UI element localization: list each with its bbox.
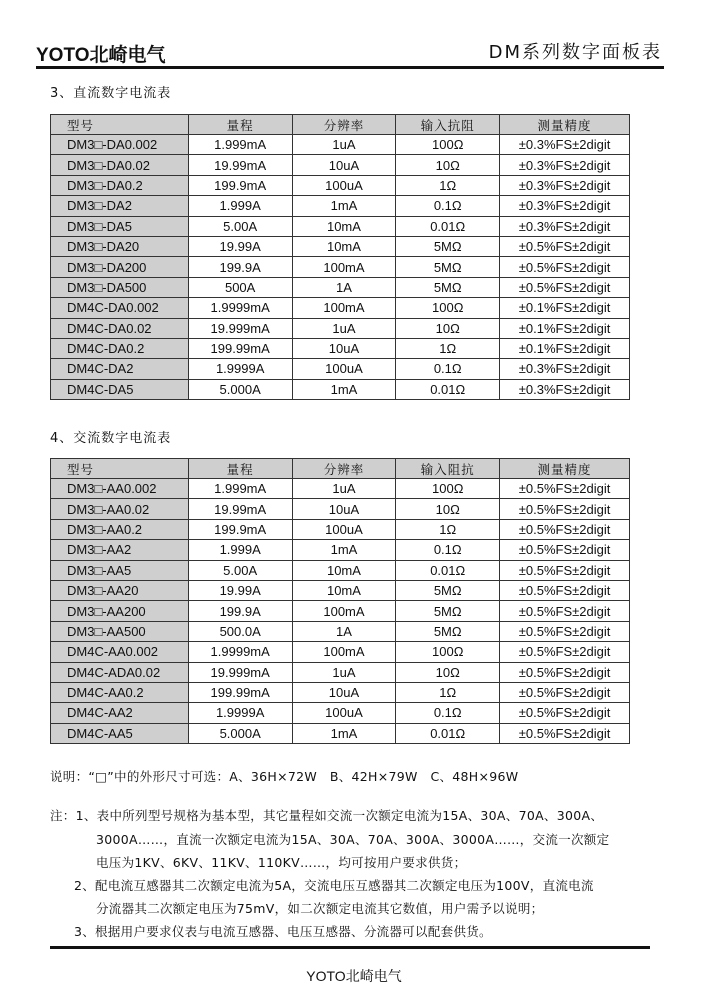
range-cell: 199.9A xyxy=(188,257,292,277)
resolution-cell: 1mA xyxy=(292,540,396,560)
accuracy-cell: ±0.5%FS±2digit xyxy=(500,621,630,641)
accuracy-cell: ±0.5%FS±2digit xyxy=(500,519,630,539)
model-cell: DM4C-DA5 xyxy=(51,379,189,399)
input-impedance-cell: 100Ω xyxy=(396,642,500,662)
range-cell: 19.99A xyxy=(188,236,292,256)
resolution-cell: 100mA xyxy=(292,642,396,662)
ac-table-body xyxy=(51,479,630,744)
input-impedance-cell: 0.1Ω xyxy=(396,359,500,379)
resolution-cell: 10uA xyxy=(292,338,396,358)
document-title: DM系列数字面板表 xyxy=(488,42,662,63)
range-cell: 5.000A xyxy=(188,723,292,743)
input-impedance-cell: 1Ω xyxy=(396,519,500,539)
column-header-accuracy: 测量精度 xyxy=(500,459,630,479)
dc-current-table xyxy=(50,114,630,400)
range-cell: 1.999mA xyxy=(188,135,292,155)
model-cell: DM3□-AA2 xyxy=(51,540,189,560)
input-impedance-cell: 1Ω xyxy=(396,338,500,358)
table-row xyxy=(51,662,630,682)
column-header-resolution: 分辨率 xyxy=(292,459,396,479)
input-impedance-cell: 0.1Ω xyxy=(396,540,500,560)
table-row xyxy=(51,560,630,580)
section-title-dc: 3、直流数字电流表 xyxy=(50,86,172,101)
model-cell: DM3□-DA0.002 xyxy=(51,135,189,155)
model-cell: DM4C-ADA0.02 xyxy=(51,662,189,682)
input-impedance-cell: 0.01Ω xyxy=(396,216,500,236)
input-impedance-cell: 0.01Ω xyxy=(396,379,500,399)
input-impedance-cell: 0.1Ω xyxy=(396,703,500,723)
resolution-cell: 10mA xyxy=(292,236,396,256)
resolution-cell: 10mA xyxy=(292,560,396,580)
resolution-cell: 100mA xyxy=(292,298,396,318)
model-cell: DM4C-DA0.02 xyxy=(51,318,189,338)
range-cell: 1.9999mA xyxy=(188,642,292,662)
table-row xyxy=(51,642,630,662)
model-cell: DM3□-DA500 xyxy=(51,277,189,297)
resolution-cell: 1uA xyxy=(292,135,396,155)
accuracy-cell: ±0.5%FS±2digit xyxy=(500,277,630,297)
column-header-model: 型号 xyxy=(51,459,189,479)
note-line-2: 3000A……，直流一次额定电流为15A、30A、70A、300A、3000A……，交流一次额定 xyxy=(96,832,610,847)
resolution-cell: 100uA xyxy=(292,175,396,195)
table-row xyxy=(51,298,630,318)
range-cell: 199.9mA xyxy=(188,175,292,195)
range-cell: 1.999A xyxy=(188,540,292,560)
range-cell: 1.9999A xyxy=(188,703,292,723)
accuracy-cell: ±0.3%FS±2digit xyxy=(500,196,630,216)
table-row xyxy=(51,196,630,216)
model-cell: DM4C-DA0.002 xyxy=(51,298,189,318)
accuracy-cell: ±0.3%FS±2digit xyxy=(500,175,630,195)
column-header-input-impedance: 输入阻抗 xyxy=(396,459,500,479)
model-cell: DM3□-AA0.2 xyxy=(51,519,189,539)
range-cell: 1.999A xyxy=(188,196,292,216)
model-cell: DM3□-DA2 xyxy=(51,196,189,216)
resolution-cell: 1mA xyxy=(292,723,396,743)
model-cell: DM3□-AA20 xyxy=(51,580,189,600)
note-line-3: 电压为1KV、6KV、11KV、110KV……，均可按用户要求供货； xyxy=(96,855,467,870)
table-row xyxy=(51,499,630,519)
accuracy-cell: ±0.1%FS±2digit xyxy=(500,298,630,318)
range-cell: 19.99mA xyxy=(188,155,292,175)
table-row xyxy=(51,135,630,155)
resolution-cell: 10mA xyxy=(292,580,396,600)
table-row xyxy=(51,682,630,702)
table-row xyxy=(51,155,630,175)
input-impedance-cell: 100Ω xyxy=(396,135,500,155)
resolution-cell: 10uA xyxy=(292,682,396,702)
note-line-6: 3、根据用户要求仪表与电流互感器、电压互感器、分流器可以配套供货。 xyxy=(74,924,492,939)
section-title-ac: 4、交流数字电流表 xyxy=(50,431,172,446)
model-cell: DM3□-DA5 xyxy=(51,216,189,236)
range-cell: 500A xyxy=(188,277,292,297)
table-row xyxy=(51,479,630,499)
model-cell: DM4C-AA0.002 xyxy=(51,642,189,662)
column-header-model: 型号 xyxy=(51,115,189,135)
range-cell: 5.00A xyxy=(188,216,292,236)
table-row xyxy=(51,723,630,743)
range-cell: 1.9999A xyxy=(188,359,292,379)
input-impedance-cell: 0.01Ω xyxy=(396,560,500,580)
input-impedance-cell: 5MΩ xyxy=(396,601,500,621)
model-cell: DM3□-DA0.02 xyxy=(51,155,189,175)
input-impedance-cell: 0.1Ω xyxy=(396,196,500,216)
model-cell: DM4C-DA2 xyxy=(51,359,189,379)
model-cell: DM4C-AA5 xyxy=(51,723,189,743)
input-impedance-cell: 1Ω xyxy=(396,682,500,702)
table-row xyxy=(51,379,630,399)
model-cell: DM3□-AA5 xyxy=(51,560,189,580)
table-row xyxy=(51,540,630,560)
accuracy-cell: ±0.5%FS±2digit xyxy=(500,560,630,580)
input-impedance-cell: 0.01Ω xyxy=(396,723,500,743)
model-cell: DM4C-AA0.2 xyxy=(51,682,189,702)
model-cell: DM4C-AA2 xyxy=(51,703,189,723)
range-cell: 1.9999mA xyxy=(188,298,292,318)
range-cell: 199.9A xyxy=(188,601,292,621)
accuracy-cell: ±0.3%FS±2digit xyxy=(500,359,630,379)
range-cell: 5.00A xyxy=(188,560,292,580)
accuracy-cell: ±0.5%FS±2digit xyxy=(500,662,630,682)
resolution-cell: 1mA xyxy=(292,379,396,399)
range-cell: 500.0A xyxy=(188,621,292,641)
resolution-cell: 1mA xyxy=(292,196,396,216)
resolution-cell: 100uA xyxy=(292,519,396,539)
column-header-range: 量程 xyxy=(188,459,292,479)
input-impedance-cell: 100Ω xyxy=(396,479,500,499)
range-cell: 199.9mA xyxy=(188,519,292,539)
brand-logo: YOTO北崎电气 xyxy=(36,45,166,66)
accuracy-cell: ±0.3%FS±2digit xyxy=(500,216,630,236)
accuracy-cell: ±0.3%FS±2digit xyxy=(500,135,630,155)
table-row xyxy=(51,175,630,195)
column-header-accuracy: 测量精度 xyxy=(500,115,630,135)
table-row xyxy=(51,703,630,723)
model-cell: DM3□-DA200 xyxy=(51,257,189,277)
accuracy-cell: ±0.5%FS±2digit xyxy=(500,703,630,723)
note-line-4: 2、配电流互感器其二次额定电流为5A，交流电压互感器其二次额定电压为100V，直流电流 xyxy=(74,878,594,893)
table-row xyxy=(51,601,630,621)
input-impedance-cell: 10Ω xyxy=(396,155,500,175)
input-impedance-cell: 1Ω xyxy=(396,175,500,195)
accuracy-cell: ±0.5%FS±2digit xyxy=(500,682,630,702)
range-cell: 19.99A xyxy=(188,580,292,600)
ac-table-header xyxy=(51,459,630,479)
column-header-range: 量程 xyxy=(188,115,292,135)
ac-current-table xyxy=(50,458,630,744)
size-note: 说明：“□”中的外形尺寸可选：A、36H×72W B、42H×79W C、48H×96W xyxy=(50,769,519,784)
resolution-cell: 1uA xyxy=(292,662,396,682)
range-cell: 1.999mA xyxy=(188,479,292,499)
model-cell: DM3□-AA500 xyxy=(51,621,189,641)
input-impedance-cell: 5MΩ xyxy=(396,257,500,277)
range-cell: 199.99mA xyxy=(188,682,292,702)
column-header-input-impedance: 输入抗阻 xyxy=(396,115,500,135)
model-cell: DM3□-AA0.002 xyxy=(51,479,189,499)
range-cell: 19.99mA xyxy=(188,499,292,519)
input-impedance-cell: 5MΩ xyxy=(396,621,500,641)
model-cell: DM3□-DA0.2 xyxy=(51,175,189,195)
table-row xyxy=(51,621,630,641)
resolution-cell: 10mA xyxy=(292,216,396,236)
range-cell: 19.999mA xyxy=(188,318,292,338)
input-impedance-cell: 5MΩ xyxy=(396,277,500,297)
column-header-resolution: 分辨率 xyxy=(292,115,396,135)
range-cell: 199.99mA xyxy=(188,338,292,358)
resolution-cell: 1uA xyxy=(292,318,396,338)
accuracy-cell: ±0.5%FS±2digit xyxy=(500,499,630,519)
accuracy-cell: ±0.3%FS±2digit xyxy=(500,155,630,175)
resolution-cell: 1uA xyxy=(292,479,396,499)
model-cell: DM3□-AA200 xyxy=(51,601,189,621)
table-row xyxy=(51,277,630,297)
table-row xyxy=(51,318,630,338)
input-impedance-cell: 5MΩ xyxy=(396,580,500,600)
input-impedance-cell: 10Ω xyxy=(396,318,500,338)
table-row xyxy=(51,580,630,600)
resolution-cell: 100uA xyxy=(292,359,396,379)
table-row xyxy=(51,519,630,539)
resolution-cell: 100mA xyxy=(292,601,396,621)
accuracy-cell: ±0.5%FS±2digit xyxy=(500,642,630,662)
accuracy-cell: ±0.3%FS±2digit xyxy=(500,379,630,399)
input-impedance-cell: 10Ω xyxy=(396,662,500,682)
note-line-1: 注：1、表中所列型号规格为基本型，其它量程如交流一次额定电流为15A、30A、70A、300A、 xyxy=(50,808,604,823)
input-impedance-cell: 5MΩ xyxy=(396,236,500,256)
range-cell: 5.000A xyxy=(188,379,292,399)
table-row xyxy=(51,359,630,379)
accuracy-cell: ±0.5%FS±2digit xyxy=(500,479,630,499)
resolution-cell: 100uA xyxy=(292,703,396,723)
dc-table-header xyxy=(51,115,630,135)
footer-brand: YOTO北崎电气 xyxy=(306,968,402,984)
resolution-cell: 10uA xyxy=(292,155,396,175)
accuracy-cell: ±0.5%FS±2digit xyxy=(500,580,630,600)
model-cell: DM3□-DA20 xyxy=(51,236,189,256)
resolution-cell: 1A xyxy=(292,277,396,297)
resolution-cell: 10uA xyxy=(292,499,396,519)
footer-rule xyxy=(50,946,650,949)
input-impedance-cell: 10Ω xyxy=(396,499,500,519)
input-impedance-cell: 100Ω xyxy=(396,298,500,318)
table-row xyxy=(51,338,630,358)
model-cell: DM3□-AA0.02 xyxy=(51,499,189,519)
accuracy-cell: ±0.5%FS±2digit xyxy=(500,236,630,256)
accuracy-cell: ±0.5%FS±2digit xyxy=(500,257,630,277)
accuracy-cell: ±0.1%FS±2digit xyxy=(500,318,630,338)
table-row xyxy=(51,257,630,277)
resolution-cell: 100mA xyxy=(292,257,396,277)
model-cell: DM4C-DA0.2 xyxy=(51,338,189,358)
accuracy-cell: ±0.5%FS±2digit xyxy=(500,540,630,560)
accuracy-cell: ±0.1%FS±2digit xyxy=(500,338,630,358)
table-row xyxy=(51,216,630,236)
resolution-cell: 1A xyxy=(292,621,396,641)
note-line-5: 分流器其二次额定电压为75mV，如二次额定电流其它数值，用户需予以说明； xyxy=(96,901,544,916)
accuracy-cell: ±0.5%FS±2digit xyxy=(500,723,630,743)
table-row xyxy=(51,236,630,256)
range-cell: 19.999mA xyxy=(188,662,292,682)
accuracy-cell: ±0.5%FS±2digit xyxy=(500,601,630,621)
header-rule xyxy=(36,66,664,69)
dc-table-body xyxy=(51,135,630,400)
